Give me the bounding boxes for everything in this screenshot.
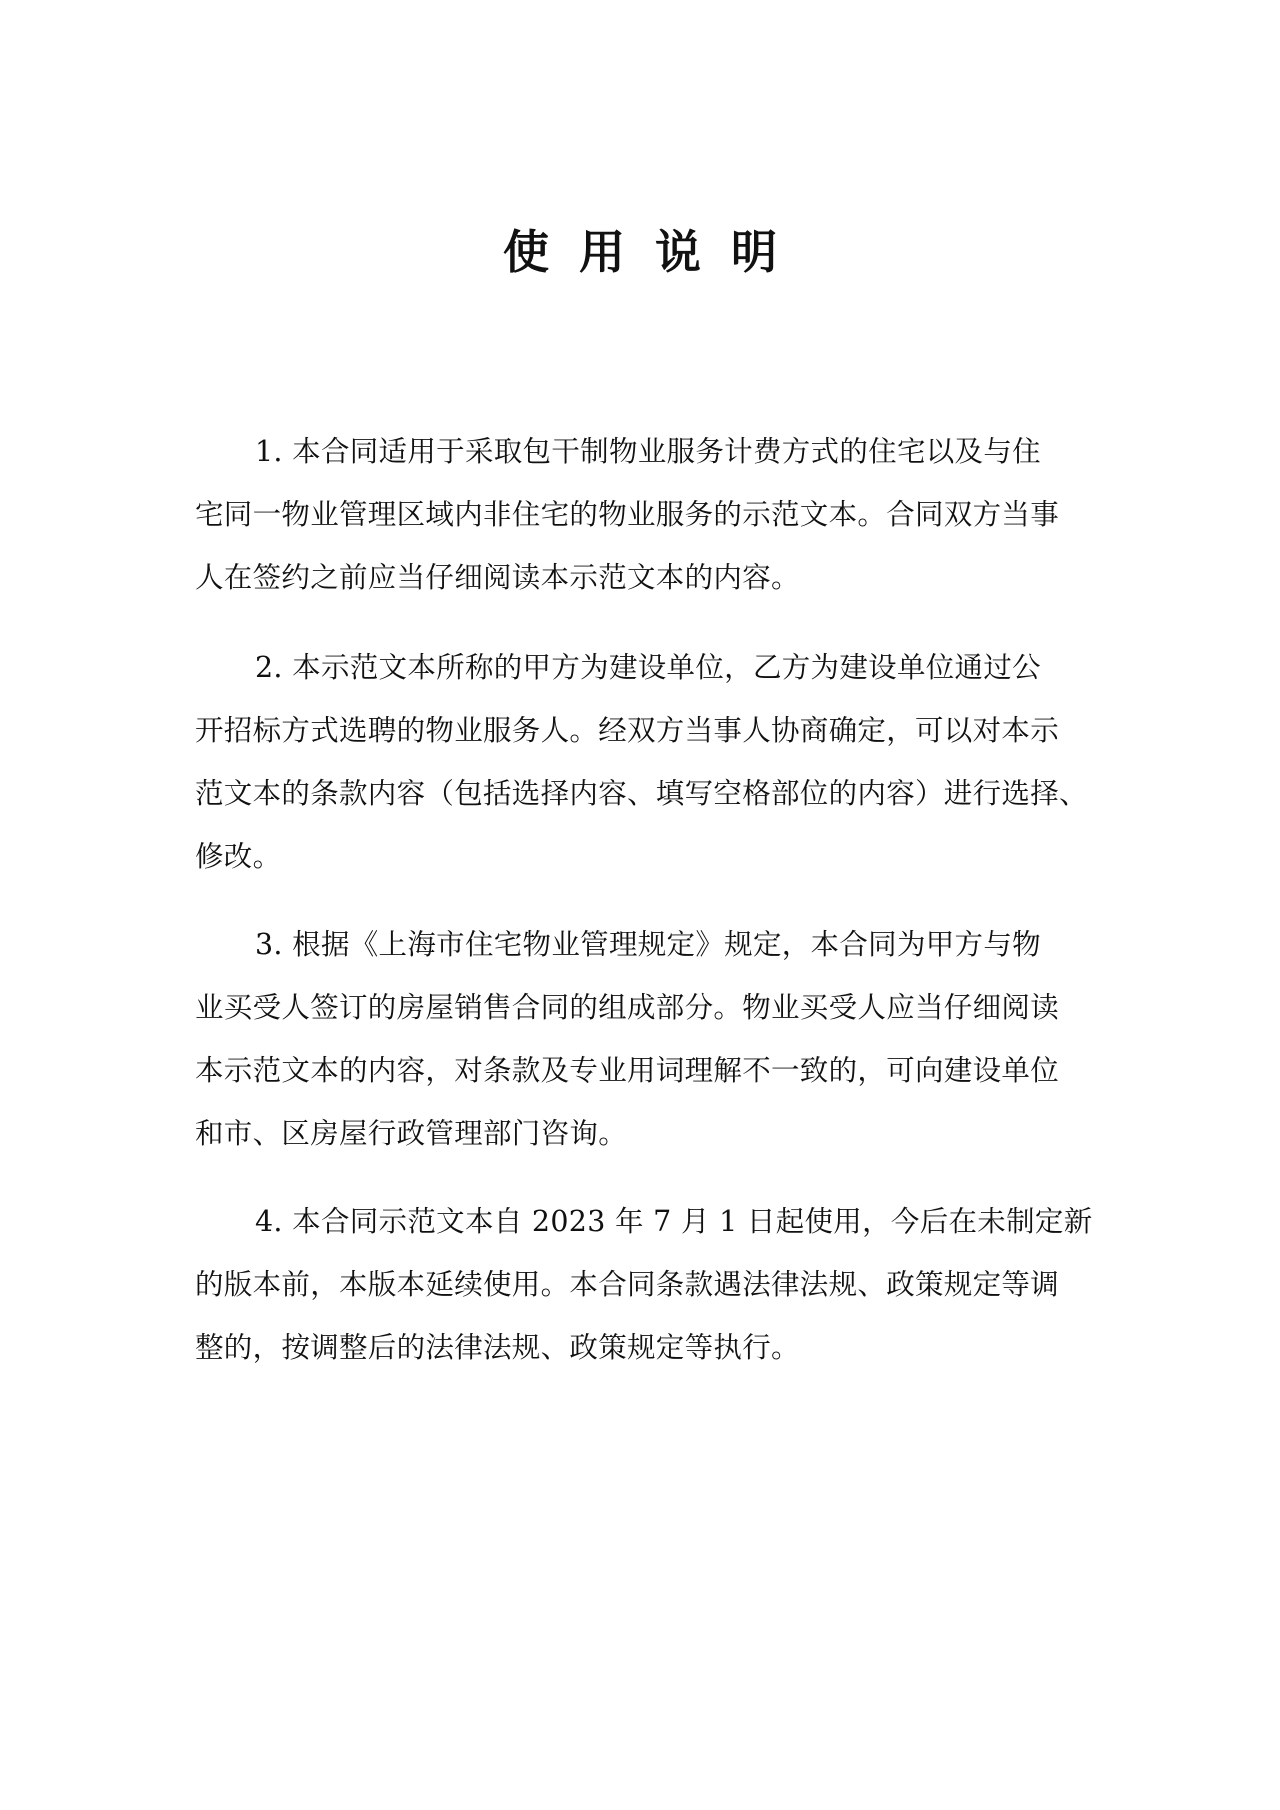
paragraph-line: 范文本的条款内容（包括选择内容、填写空格部位的内容）进行选择、 [195,777,1088,810]
paragraph-line: 和市、区房屋行政管理部门咨询。 [195,1117,628,1150]
paragraph-line: 的版本前，本版本延续使用。本合同条款遇法律法规、政策规定等调 [195,1268,1060,1301]
paragraph-line: 整的，按调整后的法律法规、政策规定等执行。 [195,1331,800,1364]
page-title: 使用说明 [503,225,807,279]
paragraph-line: 人在签约之前应当仔细阅读本示范文本的内容。 [195,561,800,594]
paragraph-line: 3. 根据《上海市住宅物业管理规定》规定，本合同为甲方与物 [255,928,1041,961]
paragraph-line: 业买受人签订的房屋销售合同的组成部分。物业买受人应当仔细阅读 [195,991,1060,1024]
paragraph-line: 修改。 [195,840,282,873]
paragraph-line: 宅同一物业管理区域内非住宅的物业服务的示范文本。合同双方当事 [195,498,1060,531]
paragraph-line: 1. 本合同适用于采取包干制物业服务计费方式的住宅以及与住 [255,435,1041,468]
paragraph-line: 开招标方式选聘的物业服务人。经双方当事人协商确定，可以对本示 [195,714,1060,747]
paragraph-line: 4. 本合同示范文本自 2023 年 7 月 1 日起使用，今后在未制定新 [255,1205,1093,1238]
paragraph-line: 2. 本示范文本所称的甲方为建设单位，乙方为建设单位通过公 [255,651,1041,684]
paragraph-line: 本示范文本的内容，对条款及专业用词理解不一致的，可向建设单位 [195,1054,1060,1087]
